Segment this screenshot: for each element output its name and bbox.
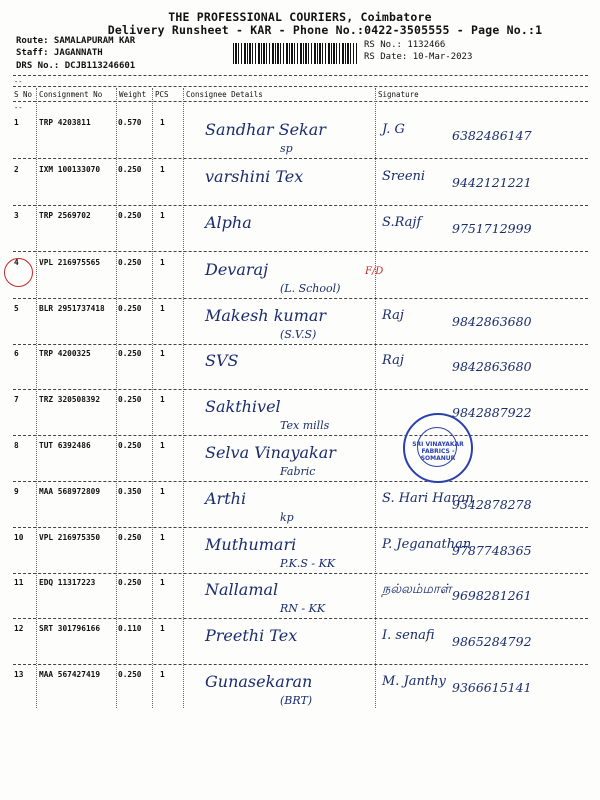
row-consignee-note: RN - KK [280, 602, 326, 615]
row-pcs: 1 [160, 258, 165, 267]
col-sno: S No [14, 90, 33, 99]
row-divider [13, 205, 588, 206]
row-phone: 9787748365 [452, 543, 532, 558]
row-consignee-note: Tex mills [280, 419, 330, 432]
row-weight: 0.250 [118, 578, 142, 587]
row-consignment-no: VPL 216975350 [39, 533, 101, 542]
row-weight: 0.250 [118, 533, 142, 542]
row-consignee-name: Sandhar Sekar [205, 120, 326, 139]
row-phone: 6382486147 [452, 128, 532, 143]
runsheet-subtitle: Delivery Runsheet - KAR - Phone No.:0422-3505555 - Page No.:1 [107, 23, 543, 37]
row-divider [13, 618, 588, 619]
row-sno: 13 [14, 670, 24, 679]
column-line [183, 88, 184, 708]
row-consignee-name: Gunasekaran [205, 672, 313, 691]
row-consignee-note: P.K.S - KK [280, 557, 336, 570]
row-signature: S. Hari Haran [382, 491, 474, 506]
row-consignment-no: TRP 2569702 [39, 211, 91, 220]
row-consignment-no: SRT 301796166 [39, 624, 101, 633]
row-phone: 9342878278 [452, 497, 532, 512]
row-weight: 0.570 [118, 118, 142, 127]
row-signature: Raj [382, 308, 404, 323]
company-stamp [403, 413, 473, 483]
col-pcs: PCS [155, 90, 169, 99]
col-signature: Signature [378, 90, 419, 99]
row-consignment-no: TRP 4200325 [39, 349, 91, 358]
row-consignee-name: Muthumari [205, 535, 297, 554]
row-signature: M. Janthy [382, 674, 446, 689]
row-consignee-name: SVS [205, 351, 239, 370]
row-divider [13, 158, 588, 159]
row-sno: 11 [14, 578, 24, 587]
row-sno: 6 [14, 349, 19, 358]
company-title: THE PROFESSIONAL COURIERS, Coimbatore [168, 10, 432, 24]
row4-red-note: F/D [365, 266, 384, 277]
row-pcs: 1 [160, 578, 165, 587]
divider-header-bottom [13, 101, 588, 102]
row-consignee-name: Nallamal [205, 580, 279, 599]
column-line [116, 88, 117, 708]
row-consignee-note: sp [280, 142, 293, 155]
divider-top [13, 75, 588, 76]
row-consignment-no: TRZ 320508392 [39, 395, 101, 404]
row-phone: 9842887922 [452, 405, 532, 420]
rs-date: RS Date: 10-Mar-2023 [364, 52, 473, 62]
row-pcs: 1 [160, 118, 165, 127]
row-phone: 9751712999 [452, 221, 532, 236]
row-consignment-no: EDQ 11317223 [39, 578, 96, 587]
row-consignment-no: IXM 100133070 [39, 165, 101, 174]
row-phone: 9842863680 [452, 359, 532, 374]
row-sno: 3 [14, 211, 19, 220]
row-consignee-name: Devaraj [205, 260, 269, 279]
row-weight: 0.250 [118, 395, 142, 404]
row-consignment-no: MAA 568972809 [39, 487, 101, 496]
row-consignee-name: Makesh kumar [205, 306, 327, 325]
row-divider [13, 573, 588, 574]
row-consignee-name: Selva Vinayakar [205, 443, 336, 462]
row-consignee-name: Arthi [205, 489, 247, 508]
row-consignee-name: Preethi Tex [205, 626, 298, 645]
row-pcs: 1 [160, 165, 165, 174]
row-sno: 9 [14, 487, 19, 496]
row-signature: I. senafi [382, 628, 435, 643]
drs-number: DRS No.: DCJB113246601 [16, 61, 136, 71]
rs-number: RS No.: 1132466 [364, 40, 446, 50]
row-consignee-note: kp [280, 511, 294, 524]
row-sno: 7 [14, 395, 19, 404]
row-pcs: 1 [160, 211, 165, 220]
row-divider [13, 481, 588, 482]
row-weight: 0.250 [118, 165, 142, 174]
row-pcs: 1 [160, 441, 165, 450]
row-weight: 0.110 [118, 624, 142, 633]
row-consignee-note: (BRT) [280, 694, 313, 707]
row-consignment-no: TUT 6392486 [39, 441, 91, 450]
row-signature: P. Jeganathan [382, 537, 472, 552]
row-phone: 9442121221 [452, 175, 532, 190]
row-pcs: 1 [160, 395, 165, 404]
row-sno: 2 [14, 165, 19, 174]
row-consignment-no: VPL 216975565 [39, 258, 101, 267]
row-divider [13, 298, 588, 299]
row-sno: 5 [14, 304, 19, 313]
staff-label: Staff: JAGANNATH [16, 48, 103, 58]
row-pcs: 1 [160, 349, 165, 358]
divider-header-top [13, 86, 588, 87]
column-line [152, 88, 153, 708]
column-line [36, 88, 37, 708]
stamp-text: SRI VINAYAKAR FABRICS - SOMANUR [412, 441, 464, 462]
row-signature: J. G [382, 122, 405, 137]
row-weight: 0.250 [118, 670, 142, 679]
row-sno: 8 [14, 441, 19, 450]
row-weight: 0.250 [118, 258, 142, 267]
row-pcs: 1 [160, 533, 165, 542]
row-divider [13, 389, 588, 390]
row-weight: 0.250 [118, 211, 142, 220]
row-consignment-no: BLR 2951737418 [39, 304, 105, 313]
row-weight: 0.350 [118, 487, 142, 496]
row-phone: 9865284792 [452, 634, 532, 649]
barcode [233, 43, 357, 64]
col-consignee: Consignee Details [186, 90, 263, 99]
row-consignment-no: MAA 567427419 [39, 670, 101, 679]
row-consignee-note: Fabric [280, 465, 316, 478]
row-consignee-name: Sakthivel [205, 397, 281, 416]
dash-marker-2: -- [14, 104, 23, 112]
route-label: Route: SAMALAPURAM KAR [16, 36, 136, 46]
row-weight: 0.250 [118, 349, 142, 358]
row-phone: 9366615141 [452, 680, 532, 695]
red-circle-mark [4, 258, 33, 287]
row-divider [13, 664, 588, 665]
row-consignee-name: Alpha [205, 213, 252, 232]
row-pcs: 1 [160, 624, 165, 633]
row-phone: 9842863680 [452, 314, 532, 329]
row-signature: Sreeni [382, 169, 426, 184]
row-sno: 10 [14, 533, 24, 542]
row-sno: 1 [14, 118, 19, 127]
row-weight: 0.250 [118, 304, 142, 313]
row-divider [13, 344, 588, 345]
column-line [375, 88, 376, 708]
row-divider [13, 435, 588, 436]
row-divider [13, 251, 588, 252]
col-weight: Weight [119, 90, 147, 99]
row-sno: 12 [14, 624, 24, 633]
row-consignee-note: (L. School) [280, 282, 341, 295]
row-consignee-note: (S.V.S) [280, 328, 317, 341]
row-divider [13, 527, 588, 528]
row-consignee-name: varshini Tex [205, 167, 304, 186]
row-consignment-no: TRP 4203811 [39, 118, 91, 127]
col-consignment: Consignment No [39, 90, 103, 99]
row-signature: S.Rajf [382, 215, 422, 230]
dash-marker: -- [14, 78, 23, 86]
row-signature: Raj [382, 353, 404, 368]
row-pcs: 1 [160, 670, 165, 679]
row-pcs: 1 [160, 487, 165, 496]
row-pcs: 1 [160, 304, 165, 313]
row-weight: 0.250 [118, 441, 142, 450]
row-sno: 4 [14, 258, 19, 267]
row-phone: 9698281261 [452, 588, 532, 603]
row-signature: நல்லம்மாள் [382, 582, 452, 597]
